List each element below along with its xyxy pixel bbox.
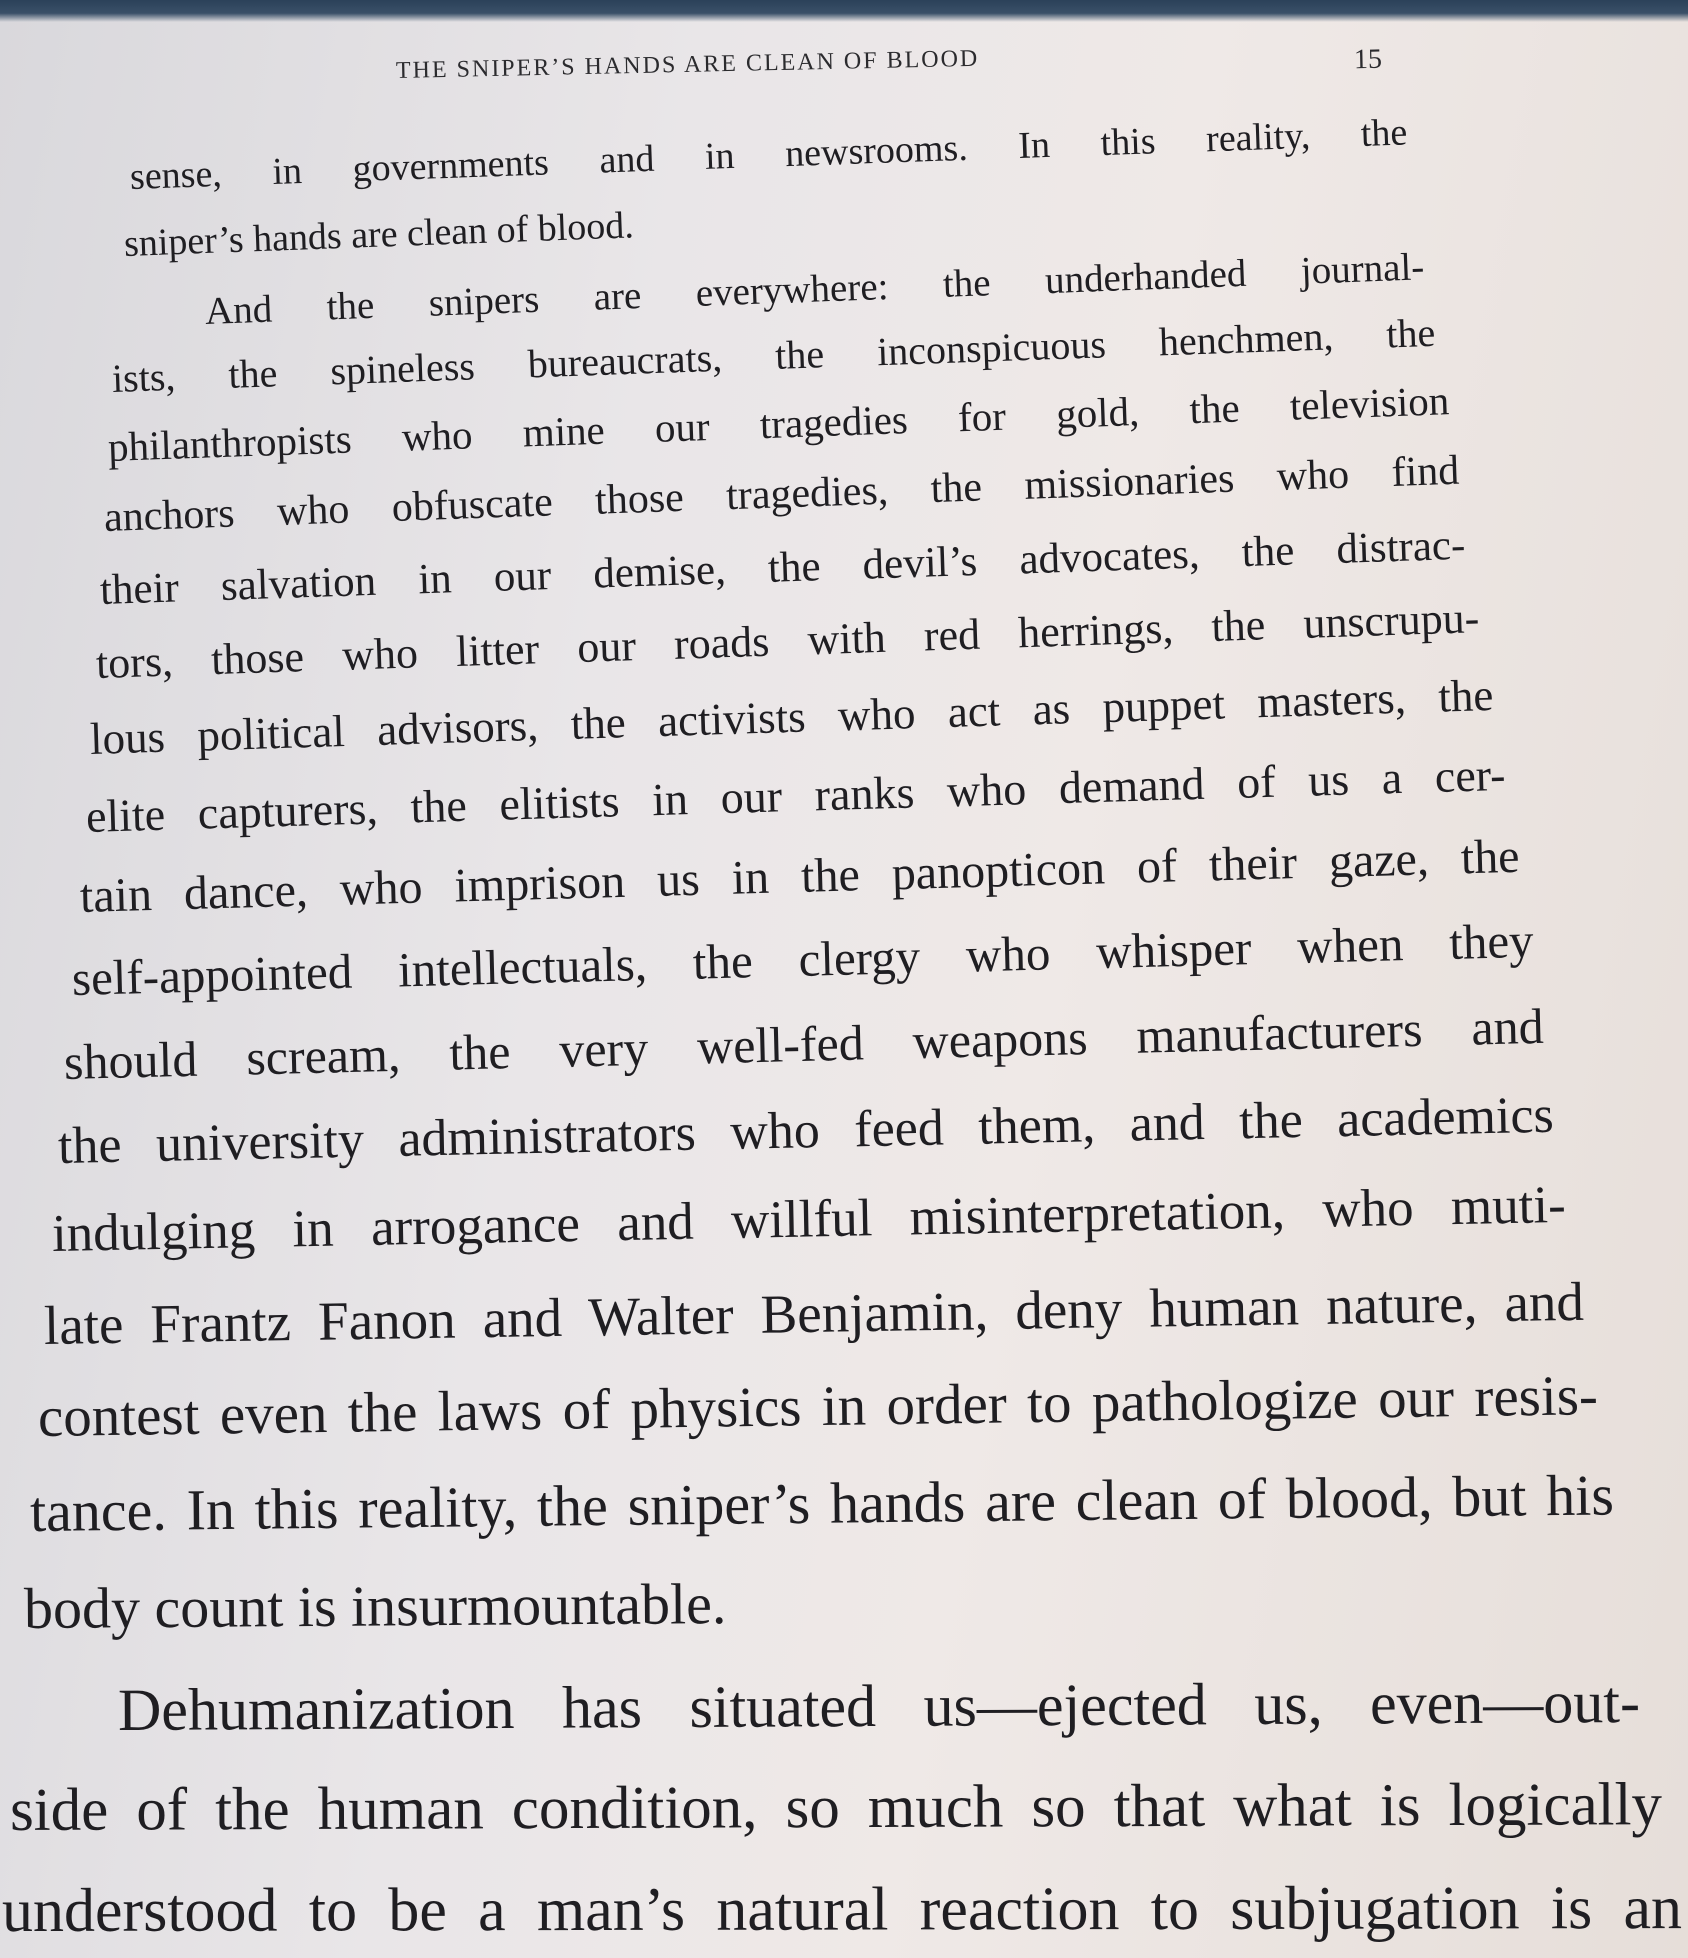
text-line: tain dance, who imprison us in the panopticon of their gaze, the	[79, 829, 1521, 923]
text-line: their salvation in our demise, the devil’s advocates, the distrac-	[99, 521, 1467, 614]
text-line: self-appointed intellectuals, the clergy who whisper when they	[71, 912, 1535, 1006]
text-line: tors, those who litter our roads with red herrings, the unscrupu-	[95, 593, 1481, 688]
text-line: indulging in arrogance and willful misinterpretation, who muti-	[51, 1175, 1567, 1263]
page-number: 15	[1353, 43, 1383, 76]
text-line: elite capturers, the elitists in our ranks who demand of us a cer-	[85, 748, 1507, 842]
text-line: side of the human condition, so much so that what is logically	[9, 1771, 1663, 1844]
text-line: Dehumanization has situated us—ejected us, even—out-	[117, 1669, 1641, 1743]
text-line: And the snipers are everywhere: the underhanded journal-	[204, 245, 1425, 333]
text-line: philanthropists who mine our tragedies for gold, the television	[107, 377, 1450, 470]
text-line: late Frantz Fanon and Walter Benjamin, deny human nature, and	[43, 1270, 1585, 1356]
text-line: ists, the spineless bureaucrats, the inconspicuous henchmen, the	[111, 309, 1436, 401]
running-head: THE SNIPER’S HANDS ARE CLEAN OF BLOOD	[395, 45, 980, 84]
text-line: should scream, the very well-fed weapons manufacturers and	[63, 997, 1545, 1090]
page-top-edge	[0, 0, 1688, 22]
text-line: contest even the laws of physics in order to pathologize our resis-	[37, 1364, 1599, 1449]
text-line: anchors who obfuscate those tragedies, the missionaries who find	[103, 447, 1460, 541]
text-line: lous political advisors, the activists who act as puppet masters, the	[89, 669, 1495, 764]
text-line: the university administrators who feed them, and the academics	[57, 1086, 1555, 1175]
text-line: sniper’s hands are clean of blood.	[123, 204, 635, 265]
text-line: sense, in governments and in newsrooms. In this reality, the	[129, 111, 1408, 198]
text-line: tance. In this reality, the sniper’s hands are clean of blood, but his	[29, 1462, 1615, 1544]
text-line: understood to be a man’s natural reaction to subjugation is an	[1, 1874, 1683, 1945]
text-line: body count is insurmountable.	[23, 1571, 727, 1641]
